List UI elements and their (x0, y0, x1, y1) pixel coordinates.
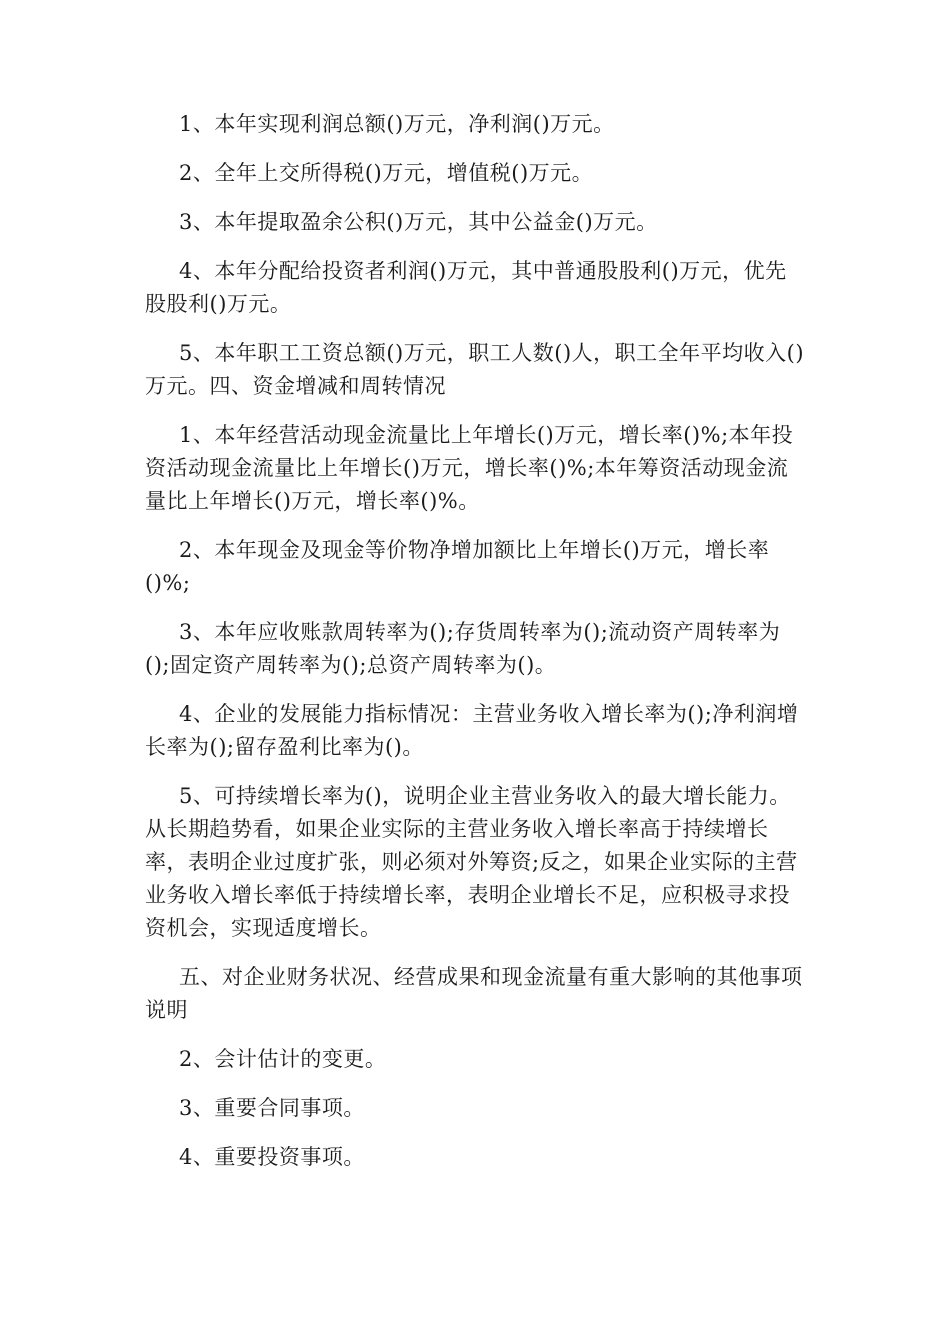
paragraph-turnover-rates: 3、本年应收账款周转率为();存货周转率为();流动资产周转率为();固定资产周转率为();总资产周转率为()。 (145, 620, 781, 677)
paragraph-cash-flow-growth: 1、本年经营活动现金流量比上年增长()万元，增长率()%;本年投资活动现金流量比上年增长()万元，增长率()%;本年筹资活动现金流量比上年增长()万元，增长率()%。 (145, 423, 794, 513)
paragraph-surplus-reserve: 3、本年提取盈余公积()万元，其中公益金()万元。 (179, 210, 658, 234)
document-body (145, 108, 805, 1190)
paragraph-important-contracts: 3、重要合同事项。 (179, 1096, 365, 1120)
section-heading-other-matters: 五、对企业财务状况、经营成果和现金流量有重大影响的其他事项说明 (145, 965, 803, 1022)
paragraph-income-tax: 2、全年上交所得税()万元，增值税()万元。 (179, 161, 594, 185)
paragraph-important-investments: 4、重要投资事项。 (179, 1145, 365, 1169)
paragraph-staff-wages: 5、本年职工工资总额()万元，职工人数()人，职工全年平均收入()万元。四、资金增减和周转情况 (145, 341, 805, 398)
paragraph-cash-equivalents: 2、本年现金及现金等价物净增加额比上年增长()万元，增长率()%; (145, 538, 770, 595)
paragraph-growth-indicators: 4、企业的发展能力指标情况：主营业务收入增长率为();净利润增长率为();留存盈利比率为()。 (145, 702, 799, 759)
paragraph-profit-total: 1、本年实现利润总额()万元，净利润()万元。 (179, 112, 615, 136)
paragraph-accounting-estimates: 2、会计估计的变更。 (179, 1047, 387, 1071)
paragraph-investor-profit: 4、本年分配给投资者利润()万元，其中普通股股利()万元，优先股股利()万元。 (145, 259, 787, 316)
paragraph-sustainable-growth: 5、可持续增长率为()，说明企业主营业务收入的最大增长能力。从长期趋势看，如果企业实际的主营业务收入增长率高于持续增长率，表明企业过度扩张，则必须对外筹资;反之，如果企业实际的主营业务收入增长率低于持续增长率，表明企业增长不足，应积极寻求投资机会，实现适度增长。 (145, 784, 798, 940)
